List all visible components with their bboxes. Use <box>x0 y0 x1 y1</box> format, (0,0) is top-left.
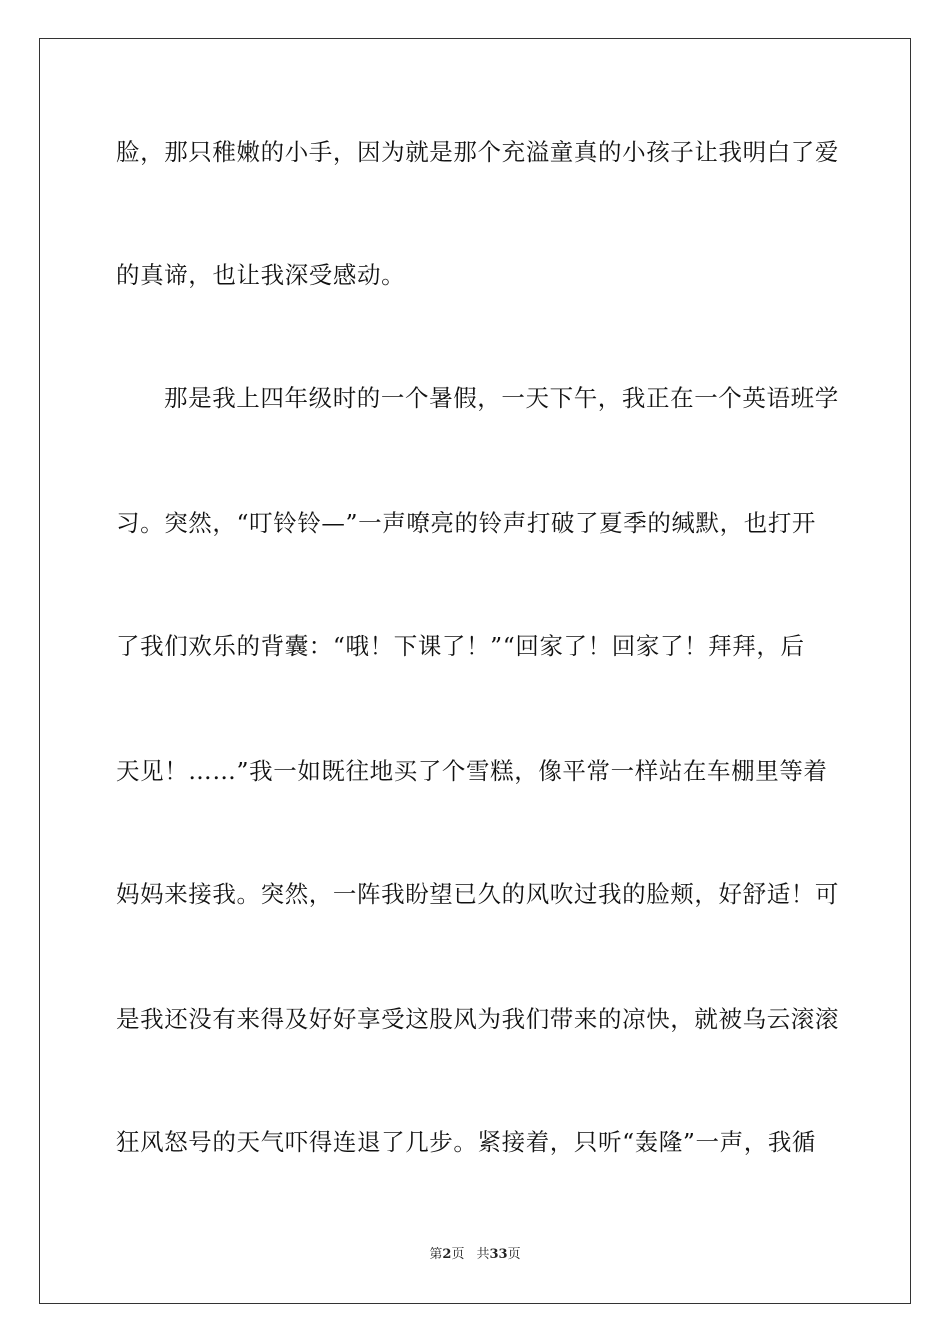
page-label-suffix: 页 <box>451 1247 465 1262</box>
page-label-prefix: 第 <box>429 1247 443 1262</box>
page-footer <box>0 1246 950 1264</box>
paragraph-first-line: 那是我上四年级时的一个暑假，一天下午，我正在一个英语班学 <box>164 384 839 412</box>
body-text-line: 脸，那只稚嫩的小手，因为就是那个充溢童真的小孩子让我明白了爱 <box>116 138 839 166</box>
body-text-line: 了我们欢乐的背囊：“哦！下课了！”“回家了！回家了！拜拜，后 <box>116 632 805 660</box>
body-text-line: 妈妈来接我。突然，一阵我盼望已久的风吹过我的脸颊，好舒适！可 <box>116 880 839 908</box>
total-label-prefix: 共 <box>476 1247 490 1262</box>
body-text-line: 狂风怒号的天气吓得连退了几步。紧接着，只听“轰隆”一声，我循 <box>116 1128 817 1156</box>
total-label-suffix: 页 <box>507 1247 521 1262</box>
body-text-line: 的真谛，也让我深受感动。 <box>116 261 406 289</box>
body-text-line: 天见！……”我一如既往地买了个雪糕，像平常一样站在车棚里等着 <box>116 757 828 785</box>
body-text-line: 是我还没有来得及好好享受这股风为我们带来的凉快，就被乌云滚滚 <box>116 1005 839 1033</box>
total-pages: 33 <box>489 1247 508 1262</box>
body-text-line: 习。突然，“叮铃铃—”一声嘹亮的铃声打破了夏季的缄默，也打开 <box>116 509 817 537</box>
page-border <box>39 38 911 1304</box>
page-number: 2 <box>442 1247 452 1262</box>
